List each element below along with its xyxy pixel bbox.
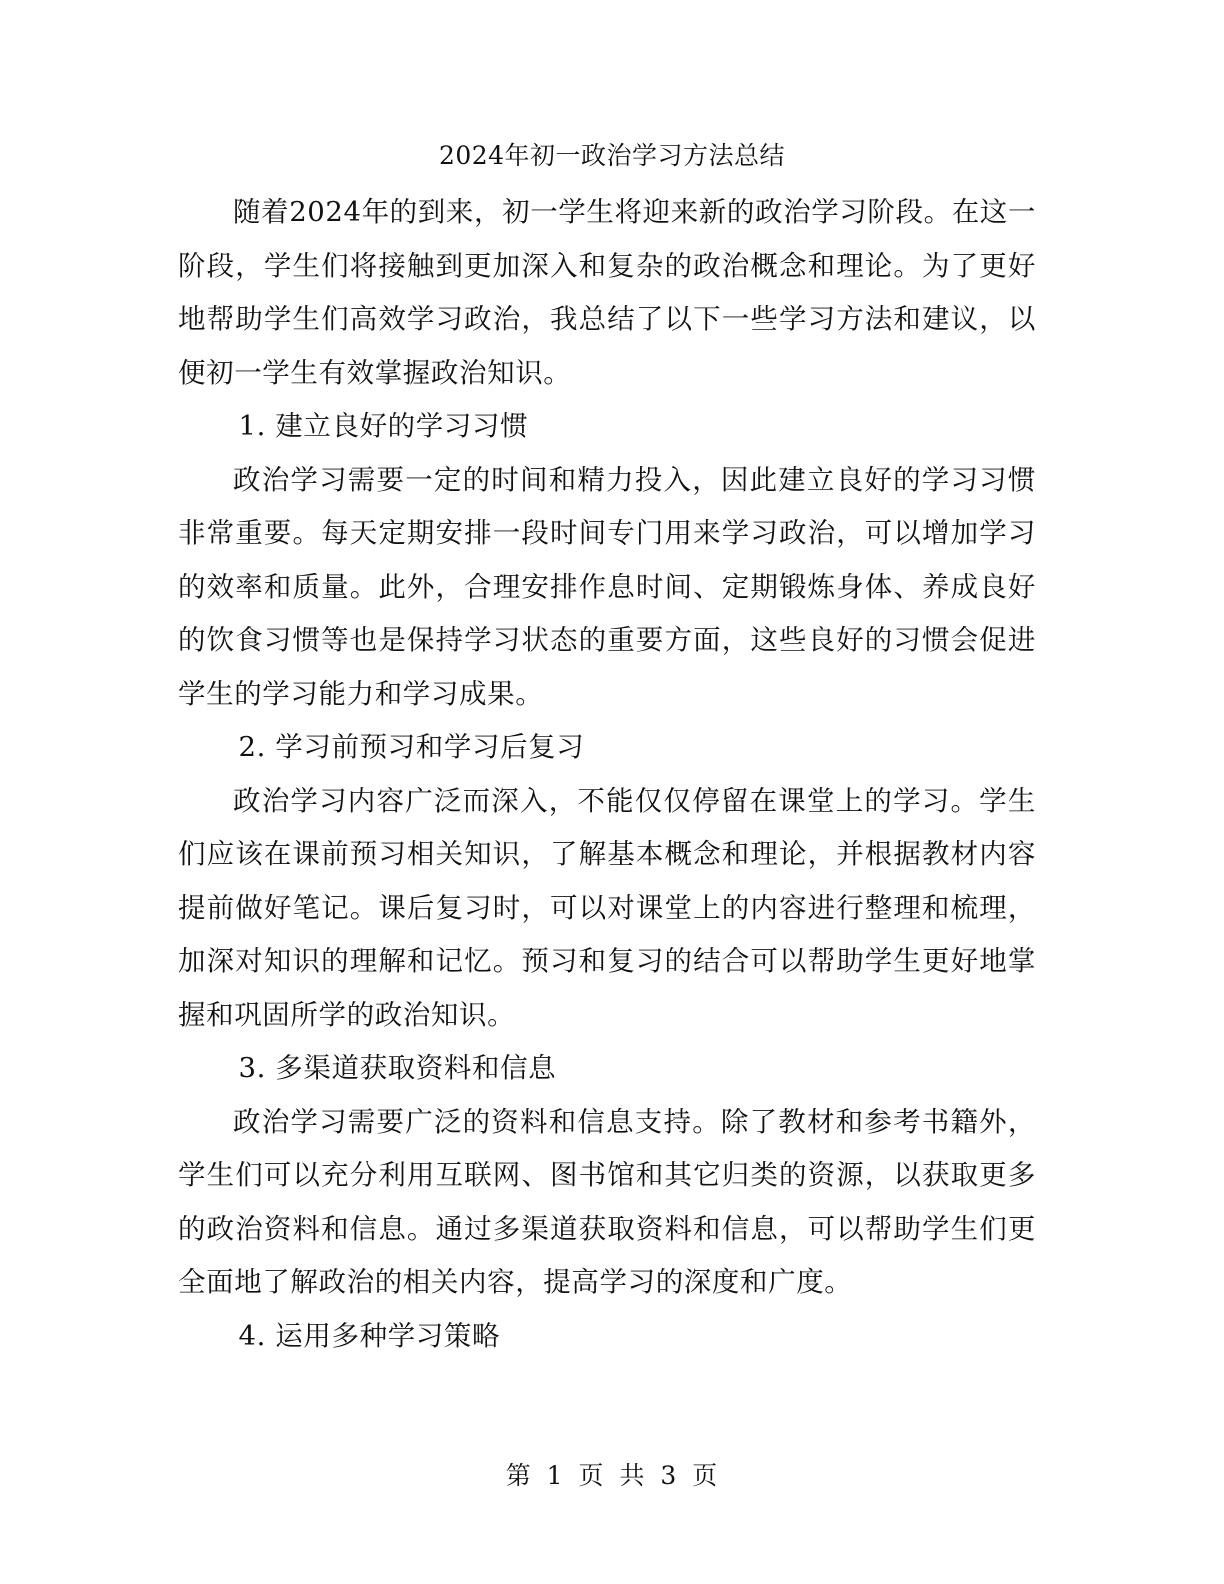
section-paragraph-1: 政治学习需要一定的时间和精力投入，因此建立良好的学习习惯非常重要。每天定期安排一段时间专门用来学习政治，可以增加学习的效率和质量。此外，合理安排作息时间、定期锻炼身体、养成良好的饮食习惯等也是保持学习状态的重要方面，这些良好的习惯会促进学生的学习能力和学习成果。 xyxy=(178,463,1036,710)
section-heading-1: 1. 建立良好的学习习惯 xyxy=(238,410,529,442)
section-heading-4: 4. 运用多种学习策略 xyxy=(238,1319,501,1352)
page-number-footer: 第 1 页 共 3 页 xyxy=(505,1461,719,1490)
section-heading-2: 2. 学习前预习和学习后复习 xyxy=(238,731,585,763)
section-paragraph-2: 政治学习内容广泛而深入，不能仅仅停留在课堂上的学习。学生们应该在课前预习相关知识，了解基本概念和理论，并根据教材内容提前做好笔记。课后复习时，可以对课堂上的内容进行整理和梳理，加深对知识的理解和记忆。预习和复习的结合可以帮助学生更好地掌握和巩固所学的政治知识。 xyxy=(178,784,1036,1031)
document-title: 2024年初一政治学习方法总结 xyxy=(438,141,786,170)
intro-paragraph: 随着2024年的到来，初一学生将迎来新的政治学习阶段。在这一阶段，学生们将接触到更加深入和复杂的政治概念和理论。为了更好地帮助学生们高效学习政治，我总结了以下一些学习方法和建议，以便初一学生有效掌握政治知识。 xyxy=(178,196,1036,389)
section-heading-3: 3. 多渠道获取资料和信息 xyxy=(238,1052,557,1084)
section-paragraph-3: 政治学习需要广泛的资料和信息支持。除了教材和参考书籍外，学生们可以充分利用互联网、图书馆和其它归类的资源，以获取更多的政治资料和信息。通过多渠道获取资料和信息，可以帮助学生们更全面地了解政治的相关内容，提高学习的深度和广度。 xyxy=(178,1105,1036,1298)
document-body xyxy=(178,186,1036,1363)
